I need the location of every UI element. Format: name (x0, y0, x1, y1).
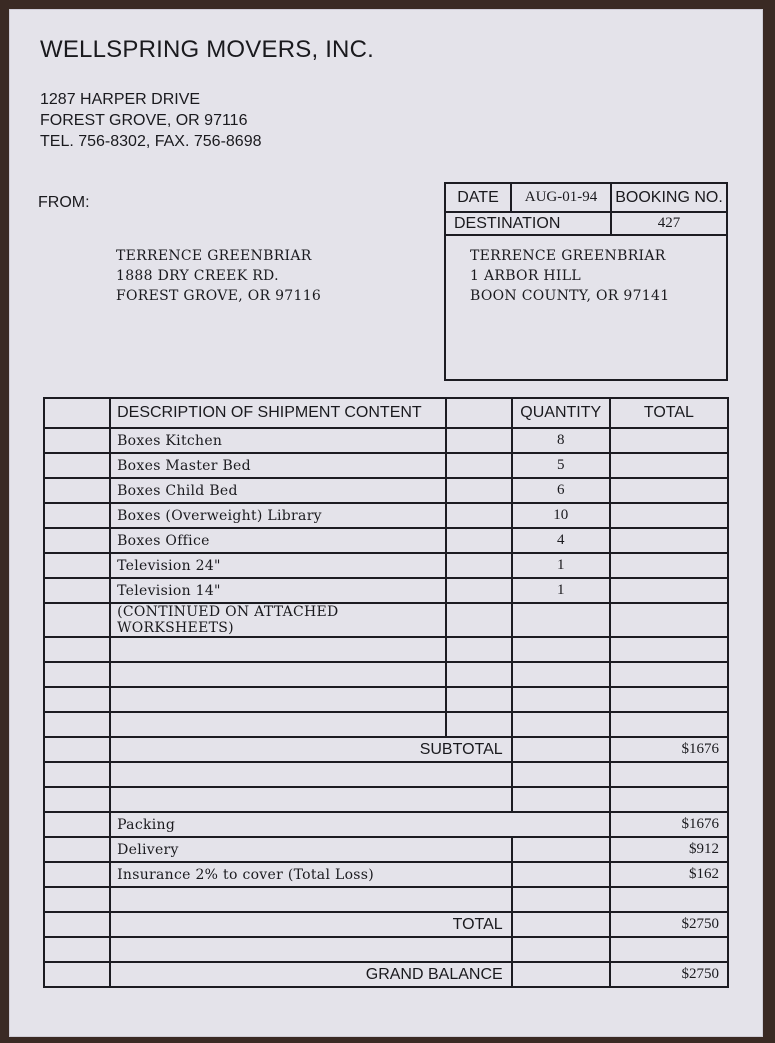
item-quantity: 5 (512, 453, 610, 478)
table-row (44, 428, 728, 453)
packing-row (44, 812, 728, 837)
shipment-table (43, 397, 729, 988)
date-value: AUG-01-94 (512, 184, 612, 213)
item-quantity: 10 (512, 503, 610, 528)
item-quantity: 8 (512, 428, 610, 453)
empty-row (44, 712, 728, 737)
description-header: DESCRIPTION OF SHIPMENT CONTENT (110, 398, 445, 428)
empty-row (44, 762, 728, 787)
item-description: Television 24" (110, 553, 445, 578)
empty-row (44, 637, 728, 662)
shipment-header-row (44, 398, 728, 428)
item-description: Television 14" (110, 578, 445, 603)
item-description: Boxes Kitchen (110, 428, 445, 453)
item-description: Boxes Office (110, 528, 445, 553)
company-name: WELLSPRING MOVERS, INC. (40, 36, 374, 63)
grand-balance-label: GRAND BALANCE (110, 962, 512, 987)
booking-box (444, 182, 728, 381)
empty-row (44, 687, 728, 712)
destination-name: TERRENCE GREENBRIAR (470, 248, 666, 264)
table-row (44, 503, 728, 528)
item-quantity: 6 (512, 478, 610, 503)
packing-value: $1676 (610, 812, 728, 837)
total-value: $2750 (610, 912, 728, 937)
booking-number-value: 427 (612, 213, 726, 236)
subtotal-value: $1676 (610, 737, 728, 762)
insurance-label: Insurance 2% to cover (Total Loss) (110, 862, 512, 887)
item-description: (CONTINUED ON ATTACHED WORKSHEETS) (110, 603, 445, 637)
item-quantity (512, 603, 610, 637)
table-row (44, 603, 728, 637)
company-address-line1: 1287 HARPER DRIVE (40, 91, 201, 108)
item-description: Boxes Master Bed (110, 453, 445, 478)
table-row (44, 478, 728, 503)
delivery-value: $912 (610, 837, 728, 862)
empty-row (44, 787, 728, 812)
total-header: TOTAL (610, 398, 728, 428)
subtotal-row (44, 737, 728, 762)
item-quantity: 4 (512, 528, 610, 553)
from-street: 1888 DRY CREEK RD. (116, 268, 279, 284)
from-name: TERRENCE GREENBRIAR (116, 248, 312, 264)
table-row (44, 528, 728, 553)
delivery-label: Delivery (110, 837, 512, 862)
booking-number-label: BOOKING NO. (612, 184, 726, 213)
from-city: FOREST GROVE, OR 97116 (116, 288, 322, 304)
table-row (44, 553, 728, 578)
subtotal-label: SUBTOTAL (110, 737, 512, 762)
empty-row (44, 662, 728, 687)
total-row (44, 912, 728, 937)
item-quantity: 1 (512, 553, 610, 578)
from-label: FROM: (38, 194, 90, 211)
insurance-value: $162 (610, 862, 728, 887)
date-label: DATE (446, 184, 512, 213)
destination-label: DESTINATION (446, 213, 612, 236)
company-address-line2: FOREST GROVE, OR 97116 (40, 112, 248, 129)
insurance-row (44, 862, 728, 887)
destination-city: BOON COUNTY, OR 97141 (470, 288, 670, 304)
grand-balance-row (44, 962, 728, 987)
empty-row (44, 887, 728, 912)
item-quantity: 1 (512, 578, 610, 603)
company-phone-fax: TEL. 756-8302, FAX. 756-8698 (40, 133, 262, 150)
total-label: TOTAL (110, 912, 512, 937)
grand-balance-value: $2750 (610, 962, 728, 987)
empty-row (44, 937, 728, 962)
delivery-row (44, 837, 728, 862)
packing-label: Packing (110, 812, 610, 837)
table-row (44, 578, 728, 603)
destination-street: 1 ARBOR HILL (470, 268, 581, 284)
item-description: Boxes (Overweight) Library (110, 503, 445, 528)
item-description: Boxes Child Bed (110, 478, 445, 503)
quantity-header: QUANTITY (512, 398, 610, 428)
table-row (44, 453, 728, 478)
